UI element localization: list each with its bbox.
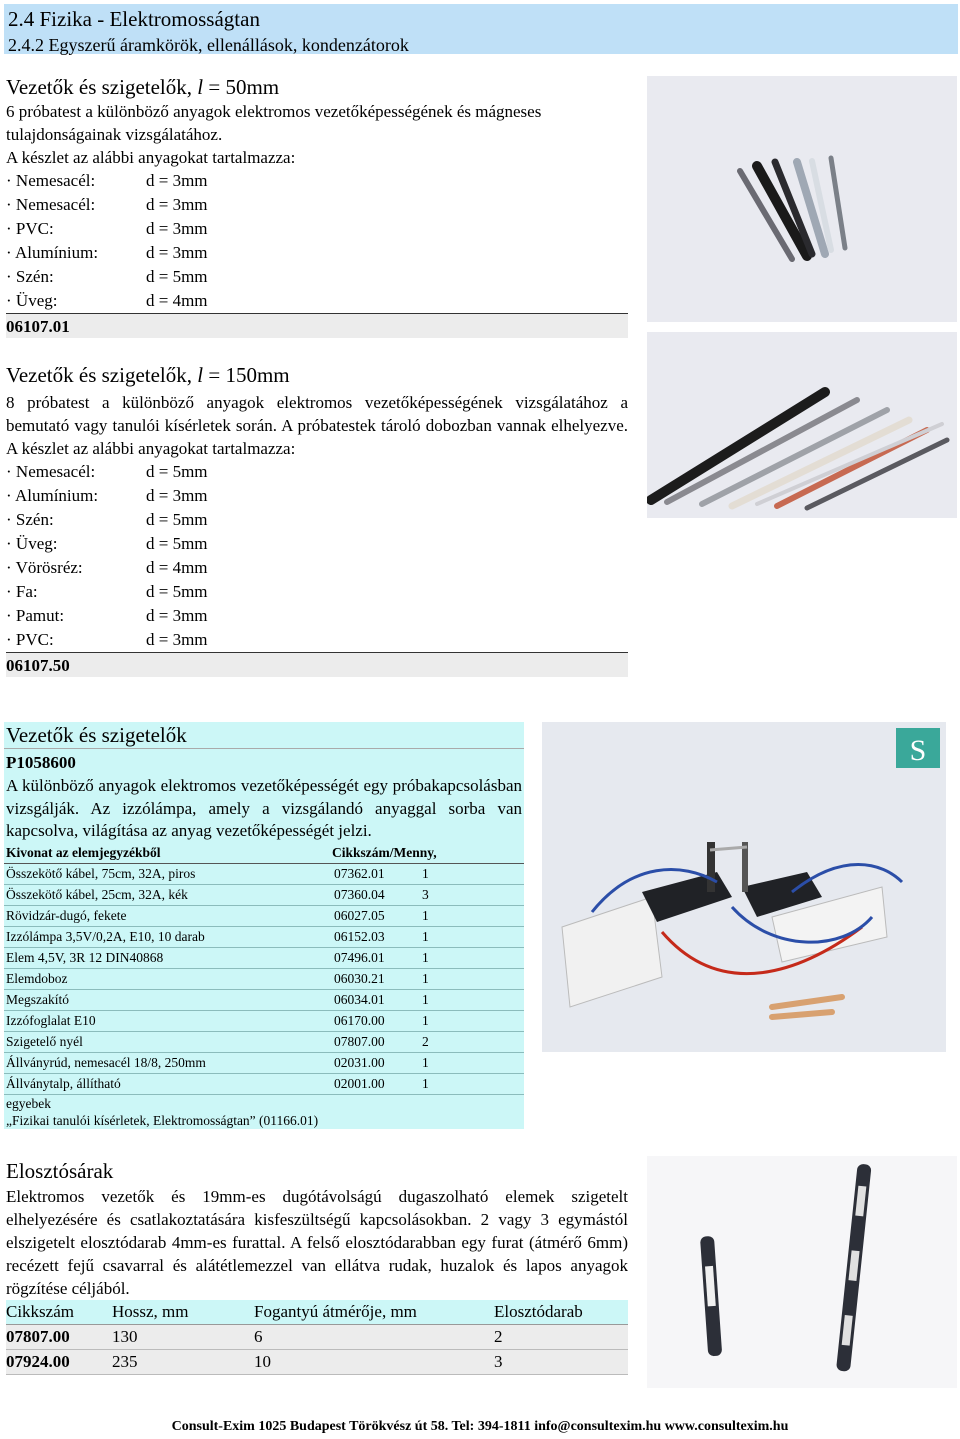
material-name: · Üveg: — [6, 534, 58, 553]
part-name: Izzólámpa 3,5V/0,2A, E10, 10 darab — [4, 926, 332, 947]
page-header — [4, 4, 958, 54]
section-title: Elosztósárak — [6, 1159, 114, 1183]
part-qty: 1 — [422, 926, 524, 947]
part-qty: 1 — [422, 989, 524, 1010]
product-section-distribution-bars — [6, 1158, 628, 1375]
material-name: · Alumínium: — [6, 243, 99, 262]
material-size: d = 3mm — [146, 486, 208, 505]
material-size: d = 3mm — [146, 219, 208, 238]
material-item — [6, 193, 628, 217]
section-title: Vezetők és szigetelők, l = 150mm — [6, 363, 290, 387]
product-code: 06107.01 — [6, 313, 628, 338]
spec-length: 130 — [112, 1325, 254, 1350]
parts-row — [4, 926, 524, 947]
material-size: d = 3mm — [146, 606, 208, 625]
part-name: Összekötő kábel, 75cm, 32A, piros — [4, 863, 332, 884]
section-description: A különböző anyagok elektromos vezetőképességét egy próbakapcsolásban vizsgálják. Az izzólámpa, amely a vizsgálandó anyaggal sorba van kapcsolva, világítása az anyag vezetőképességét jelzi. — [6, 776, 522, 840]
part-qty: 2 — [422, 1031, 524, 1052]
spec-length: 235 — [112, 1350, 254, 1375]
section-title: Vezetők és szigetelők — [4, 722, 524, 749]
spec-handle: 6 — [254, 1325, 494, 1350]
material-name: · Nemesacél: — [6, 462, 96, 481]
spec-pieces: 3 — [494, 1350, 628, 1375]
part-name: Szigetelő nyél — [4, 1031, 332, 1052]
materials-intro: A készlet az alábbi anyagokat tartalmazza: — [6, 148, 296, 167]
product-image-distribution-bars — [647, 1156, 957, 1388]
part-name: Összekötő kábel, 25cm, 32A, kék — [4, 884, 332, 905]
part-code: 02001.00 — [332, 1073, 422, 1094]
material-name: · Vörösréz: — [6, 558, 83, 577]
parts-col-code: Cikkszám/Menny, — [332, 843, 524, 864]
material-item — [6, 580, 628, 604]
specs-col-handle: Fogantyú átmérője, mm — [254, 1300, 494, 1325]
material-size: d = 3mm — [146, 171, 208, 190]
header-title: 2.4 Fizika - Elektromosságtan — [8, 7, 260, 31]
material-size: d = 5mm — [146, 462, 208, 481]
specs-col-pieces: Elosztódarab — [494, 1300, 628, 1325]
specs-table — [6, 1300, 628, 1375]
material-size: d = 3mm — [146, 630, 208, 649]
parts-row — [4, 947, 524, 968]
part-qty: 1 — [422, 1052, 524, 1073]
section-description: 8 próbatest a különböző anyagok elektromos vezetőképességének vizsgálatához a bemutató vagy tanulói kísérletek során. A próbatestek tároló dobozban vannak elhelyezve. A készlet az alábbi anyagokat tartalmazza: — [6, 393, 628, 458]
part-qty: 1 — [422, 863, 524, 884]
spec-handle: 10 — [254, 1350, 494, 1375]
material-item — [6, 532, 628, 556]
section-description: Elektromos vezetők és 19mm-es dugótávolságú dugaszolható elemek szigetelt elhelyezésére és csatlakoztatására kisfeszültségű kapcsolásokban. 2 vagy 3 egymástól elszigetelt elosztódarab 4mm-es furattal. A felső elosztódarabban egy furat (átmérő 6mm) recézett fejű csavarral és alátétlemezzel van ellátva rudak, huzalok és lapos anyagok rögzítése céljából. — [6, 1187, 628, 1298]
spec-pieces: 2 — [494, 1325, 628, 1350]
parts-row — [4, 884, 524, 905]
part-code: 06152.03 — [332, 926, 422, 947]
spec-code: 07924.00 — [6, 1350, 112, 1375]
material-size: d = 3mm — [146, 195, 208, 214]
parts-row — [4, 1031, 524, 1052]
material-item — [6, 484, 628, 508]
part-code: 07362.01 — [332, 863, 422, 884]
material-item — [6, 508, 628, 532]
part-name: Elemdoboz — [4, 968, 332, 989]
product-section-50mm — [6, 74, 628, 338]
part-name: Állványtalp, állítható — [4, 1073, 332, 1094]
material-size: d = 3mm — [146, 243, 208, 262]
material-name: · PVC: — [6, 219, 54, 238]
logo-letter: S — [909, 734, 927, 767]
section-title: Vezetők és szigetelők, l = 50mm — [6, 75, 280, 99]
specs-col-length: Hossz, mm — [112, 1300, 254, 1325]
material-name: · Szén: — [6, 510, 54, 529]
material-name: · Nemesacél: — [6, 195, 96, 214]
parts-row — [4, 1010, 524, 1031]
parts-row — [4, 1052, 524, 1073]
material-name: · Üveg: — [6, 291, 58, 310]
material-name: · Alumínium: — [6, 486, 99, 505]
material-item — [6, 169, 628, 193]
specs-row — [6, 1325, 628, 1350]
materials-list — [6, 169, 628, 313]
material-name: · PVC: — [6, 630, 54, 649]
header-subtitle: 2.4.2 Egyszerű áramkörök, ellenállások, kondenzátorok — [8, 35, 409, 55]
product-image-rods-150mm — [647, 332, 957, 518]
part-code: 07496.01 — [332, 947, 422, 968]
parts-row — [4, 968, 524, 989]
product-section-150mm — [6, 362, 628, 677]
part-qty: 1 — [422, 1073, 524, 1094]
parts-table — [4, 843, 524, 1095]
part-qty: 1 — [422, 1010, 524, 1031]
material-item — [6, 241, 628, 265]
material-item — [6, 265, 628, 289]
material-name: · Pamut: — [6, 606, 65, 625]
product-sku: P1058600 — [6, 753, 76, 772]
part-qty: 1 — [422, 905, 524, 926]
part-code: 06030.21 — [332, 968, 422, 989]
part-name: Rövidzár-dugó, fekete — [4, 905, 332, 926]
part-code: 06034.01 — [332, 989, 422, 1010]
parts-row — [4, 863, 524, 884]
specs-col-code: Cikkszám — [6, 1300, 112, 1325]
material-size: d = 5mm — [146, 267, 208, 286]
material-size: d = 4mm — [146, 558, 208, 577]
specs-row — [6, 1350, 628, 1375]
parts-row — [4, 989, 524, 1010]
parts-row — [4, 1073, 524, 1094]
material-size: d = 5mm — [146, 534, 208, 553]
other-label: egyebek — [6, 1095, 51, 1111]
part-name: Megszakító — [4, 989, 332, 1010]
specs-table-header — [6, 1300, 628, 1325]
part-qty: 1 — [422, 968, 524, 989]
product-section-circuit — [4, 722, 524, 1129]
material-name: · Nemesacél: — [6, 171, 96, 190]
page-footer: Consult-Exim 1025 Budapest Törökvész út 58. Tel: 394-1811 info@consultexim.hu www.consultexim.hu — [171, 1419, 789, 1434]
part-qty: 1 — [422, 947, 524, 968]
material-item — [6, 628, 628, 652]
other-text: „Fizikai tanulói kísérletek, Elektromosságtan” (01166.01) — [6, 1112, 319, 1128]
material-item — [6, 556, 628, 580]
product-image-circuit — [542, 722, 946, 1052]
spec-code: 07807.00 — [6, 1325, 112, 1350]
material-name: · Fa: — [6, 582, 38, 601]
product-code: 06107.50 — [6, 652, 628, 677]
material-item — [6, 289, 628, 313]
material-item — [6, 604, 628, 628]
materials-list — [6, 460, 628, 652]
part-code: 07360.04 — [332, 884, 422, 905]
section-description: 6 próbatest a különböző anyagok elektromos vezetőképességének és mágneses tulajdonságainak vizsgálatához. — [6, 102, 542, 144]
material-size: d = 4mm — [146, 291, 208, 310]
part-code: 06170.00 — [332, 1010, 422, 1031]
part-name: Elem 4,5V, 3R 12 DIN40868 — [4, 947, 332, 968]
part-name: Izzófoglalat E10 — [4, 1010, 332, 1031]
part-code: 06027.05 — [332, 905, 422, 926]
material-name: · Szén: — [6, 267, 54, 286]
part-name: Állványrúd, nemesacél 18/8, 250mm — [4, 1052, 332, 1073]
parts-row — [4, 905, 524, 926]
part-qty: 3 — [422, 884, 524, 905]
material-item — [6, 460, 628, 484]
material-size: d = 5mm — [146, 582, 208, 601]
part-code: 07807.00 — [332, 1031, 422, 1052]
part-code: 02031.00 — [332, 1052, 422, 1073]
material-size: d = 5mm — [146, 510, 208, 529]
material-item — [6, 217, 628, 241]
parts-table-header — [4, 843, 524, 864]
product-image-rods-50mm — [647, 76, 957, 322]
parts-col-item: Kivonat az elemjegyzékből — [4, 843, 332, 864]
